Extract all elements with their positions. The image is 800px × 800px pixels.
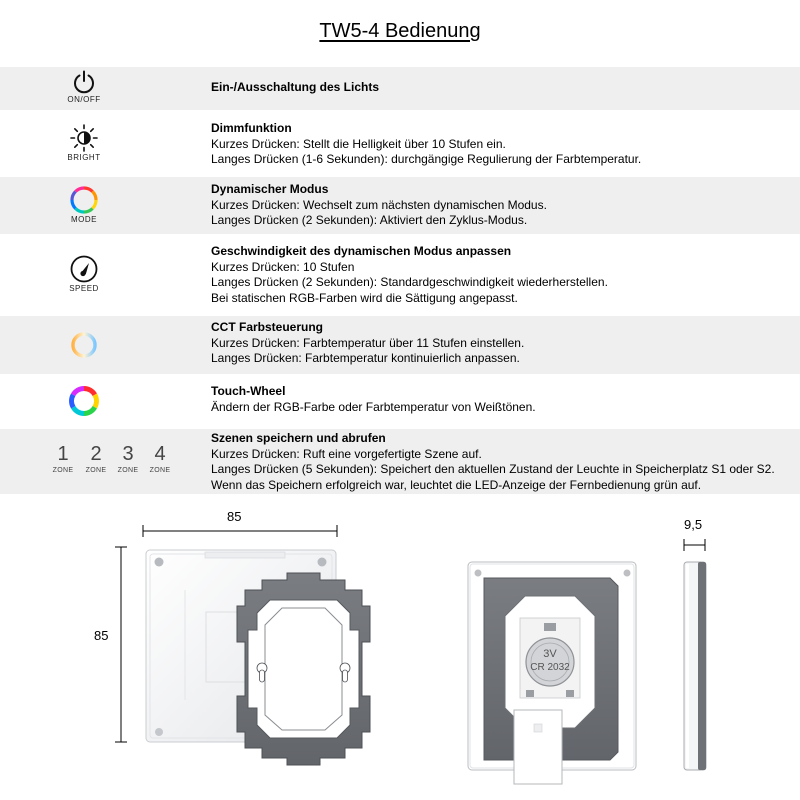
row-line: Langes Drücken (1-6 Sekunden): durchgängige Regulierung der Farbtemperatur.	[211, 152, 642, 166]
power-icon	[0, 69, 168, 104]
row-line: Langes Drücken (5 Sekunden): Speichert den aktuellen Zustand der Leuchte in Speicherplatz S1 oder S2.	[211, 462, 775, 476]
bright-caption: BRIGHT	[67, 153, 101, 162]
zone-label: ZONE	[149, 467, 171, 474]
zone-number: 2	[90, 443, 102, 465]
row-zones	[0, 429, 800, 494]
row-line: Kurzes Drücken: Stellt die Helligkeit über 10 Stufen ein.	[211, 136, 506, 151]
on-off-caption: ON/OFF	[67, 95, 101, 104]
product-drawing	[0, 500, 800, 800]
battery-type-label: CR 2032	[530, 662, 570, 673]
row-heading: CCT Farbsteuerung	[211, 320, 324, 334]
mode-icon	[0, 185, 168, 224]
zone-number: 4	[154, 443, 166, 465]
width-dimension-line	[143, 525, 337, 537]
row-touch-wheel	[0, 374, 800, 429]
page-title: TW5-4 Bedienung	[319, 20, 481, 42]
row-heading: Dynamischer Modus	[211, 182, 329, 196]
row-heading: Touch-Wheel	[211, 384, 286, 398]
zone-label: ZONE	[85, 467, 107, 474]
brightness-icon	[0, 123, 168, 162]
side-profile	[684, 562, 706, 770]
row-bright	[0, 110, 800, 177]
battery-voltage-label: 3V	[543, 648, 557, 660]
row-line: Ändern der RGB-Farbe oder Farbtemperatur von Weißtönen.	[211, 399, 536, 414]
cct-ring-icon	[0, 330, 168, 360]
row-heading: Dimmfunktion	[211, 121, 292, 135]
depth-dimension-label: 9,5	[684, 517, 703, 532]
row-line: Langes Drücken (2 Sekunden): Aktiviert den Zyklus-Modus.	[211, 213, 528, 227]
row-mode	[0, 177, 800, 234]
row-line: Kurzes Drücken: Wechselt zum nächsten dynamischen Modus.	[211, 197, 547, 212]
row-heading: Geschwindigkeit des dynamischen Modus anpassen	[211, 244, 512, 258]
zone-label: ZONE	[52, 467, 74, 474]
row-on-off	[0, 67, 800, 110]
zone-label: ZONE	[117, 467, 139, 474]
zone-3-button	[114, 443, 142, 474]
row-line: Wenn das Speichern erfolgreich war, leuchtet die LED-Anzeige der Fernbedienung grün auf.	[211, 477, 702, 492]
row-heading: Ein-/Ausschaltung des Lichts	[211, 80, 380, 94]
mode-caption: MODE	[71, 215, 97, 224]
row-line: Kurzes Drücken: Ruft eine vorgefertigte Szene auf.	[211, 446, 482, 461]
row-cct	[0, 316, 800, 374]
remote-back	[468, 562, 636, 784]
height-dimension-line	[115, 547, 127, 742]
speed-icon	[0, 254, 168, 293]
row-speed	[0, 234, 800, 316]
zone-number: 1	[57, 443, 69, 465]
row-heading: Szenen speichern und abrufen	[211, 431, 386, 445]
depth-dimension-line	[684, 539, 705, 551]
zone-4-button	[146, 443, 174, 474]
zone-2-button	[82, 443, 110, 474]
height-dimension-label: 85	[94, 628, 109, 643]
row-line: Langes Drücken: Farbtemperatur kontinuierlich anpassen.	[211, 351, 520, 365]
speed-caption: SPEED	[69, 284, 99, 293]
zone-number: 3	[122, 443, 134, 465]
row-line: Kurzes Drücken: Farbtemperatur über 11 Stufen einstellen.	[211, 335, 525, 350]
color-wheel-icon	[0, 385, 168, 417]
row-line: Bei statischen RGB-Farben wird die Sättigung angepasst.	[211, 290, 518, 305]
row-line: Langes Drücken (2 Sekunden): Standardgeschwindigkeit wiederherstellen.	[211, 275, 608, 289]
width-dimension-label: 85	[227, 509, 242, 524]
row-line: Kurzes Drücken: 10 Stufen	[211, 259, 355, 274]
zone-1-button	[49, 443, 77, 474]
mounting-frame	[237, 573, 370, 765]
